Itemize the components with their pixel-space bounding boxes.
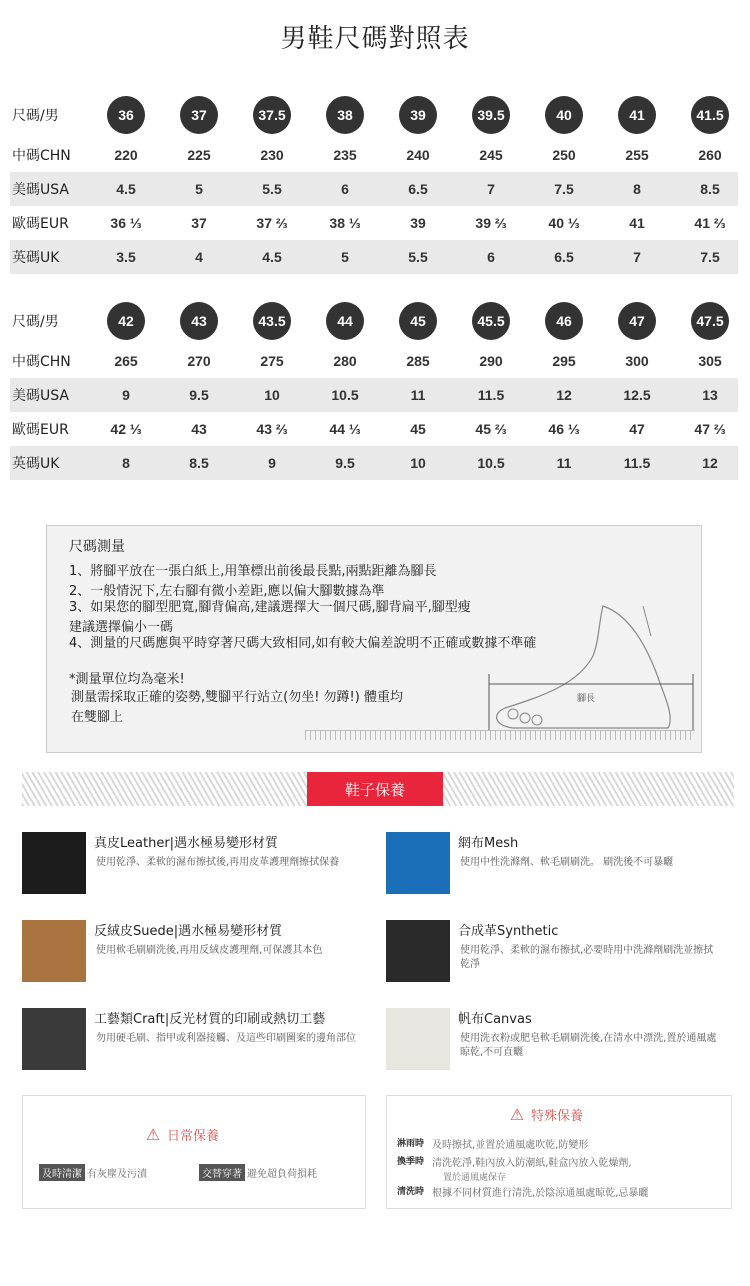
size-cell: 43 ⅔ [256,421,288,437]
row-label: 歐碼EUR [12,422,69,438]
foot-illustration [483,596,703,736]
size-badge: 46 [545,302,583,340]
row-label: 尺碼/男 [12,108,59,124]
size-cell: 230 [260,147,284,163]
measure-line: 3、如果您的腳型肥寬,腳背偏高,建議選擇大一個尺碼,腳背扁平,腳型瘦 [69,600,471,615]
size-row [10,92,738,138]
material-name: 工藝類Craft|反光材質的印刷或熱切工藝 [94,1012,326,1027]
size-cell: 250 [552,147,576,163]
size-cell: 11 [556,455,572,471]
material-swatch [22,832,86,894]
special-care-title: 特殊保養 [531,1108,584,1124]
row-label: 歐碼EUR [12,216,69,232]
size-cell: 47 [629,421,645,437]
size-cell: 9.5 [335,455,355,471]
material-swatch [386,920,450,982]
usa-row [10,172,738,206]
care-tag: 清洗時 [397,1187,425,1197]
size-cell: 285 [406,353,430,369]
size-cell: 295 [552,353,576,369]
size-cell: 43 [191,421,207,437]
size-cell: 275 [260,353,284,369]
size-badge: 36 [107,96,145,134]
size-badge: 43 [180,302,218,340]
size-cell: 37 ⅔ [256,215,288,231]
material-name: 帆布Canvas [458,1012,532,1027]
size-badge: 45 [399,302,437,340]
size-cell: 270 [187,353,211,369]
size-cell: 6.5 [408,181,428,197]
care-tag: 換季時 [397,1157,425,1167]
size-cell: 4.5 [262,249,282,265]
size-cell: 8.5 [189,455,209,471]
measure-title: 尺碼測量 [69,539,125,555]
size-cell: 45 [410,421,426,437]
size-cell: 280 [333,353,357,369]
size-cell: 8 [122,455,130,471]
material-swatch [22,1008,86,1070]
size-cell: 7.5 [700,249,720,265]
size-cell: 11.5 [623,455,651,471]
measure-line: 2、一般情況下,左右腳有微小差距,應以偏大腳數據為準 [69,584,385,599]
size-cell: 9 [268,455,276,471]
size-cell: 12 [556,387,572,403]
row-label: 美碼USA [12,182,69,198]
measure-line: 在雙腳上 [71,710,124,725]
size-cell: 300 [625,353,649,369]
size-badge: 43.5 [253,302,291,340]
size-cell: 3.5 [116,249,136,265]
size-cell: 10 [410,455,426,471]
warning-icon: ⚠ [509,1104,525,1124]
size-cell: 220 [114,147,138,163]
size-cell: 5 [195,181,203,197]
size-cell: 260 [698,147,722,163]
size-badge: 37 [180,96,218,134]
size-cell: 36 ⅓ [110,215,142,231]
row-label: 尺碼/男 [12,314,59,330]
material-desc: 使用中性洗滌劑、軟毛刷刷洗。 刷洗後不可暴曬 [460,857,674,868]
usa-row [10,378,738,412]
size-cell: 4 [195,249,203,265]
care-text: 清洗乾淨,鞋內放入防潮紙,鞋盒內放入乾燥劑, [432,1158,632,1169]
care-tag: 交替穿著 [199,1164,245,1181]
chn-row [10,344,738,378]
material-item [22,920,362,990]
size-badge: 41 [618,96,656,134]
care-tag: 淋雨時 [397,1139,425,1149]
row-label: 中碼CHN [12,354,71,370]
size-cell: 5.5 [408,249,428,265]
size-cell: 37 [191,215,207,231]
size-cell: 12 [702,455,718,471]
size-cell: 235 [333,147,357,163]
ruler [305,730,695,740]
material-desc: 勿用硬毛刷、指甲或利器接觸、及這些印刷圖案的邊角部位 [96,1033,356,1044]
care-text: 有灰塵及污漬 [87,1169,147,1180]
size-row [10,298,738,344]
size-cell: 13 [702,387,718,403]
row-label: 英碼UK [12,250,60,266]
row-label: 美碼USA [12,388,69,404]
material-name: 反絨皮Suede|遇水極易變形材質 [94,924,283,939]
size-cell: 290 [479,353,503,369]
warning-icon: ⚠ [145,1124,161,1144]
material-desc: 使用洗衣粉或肥皂軟毛刷刷洗後,在清水中漂洗,置於通風處晾乾,不可直曬 [460,1033,717,1058]
material-item [386,832,726,902]
size-badge: 44 [326,302,364,340]
material-item [386,920,726,990]
size-badge: 42 [107,302,145,340]
size-cell: 39 [410,215,426,231]
page-title: 男鞋尺碼對照表 [280,24,470,54]
material-name: 網布Mesh [458,836,519,851]
uk-row [10,240,738,274]
size-cell: 42 ⅓ [110,421,142,437]
row-label: 英碼UK [12,456,60,472]
care-text: 根據不同材質進行清洗,於陰涼通風處晾乾,忌暴曬 [432,1188,649,1199]
daily-care-title: 日常保養 [167,1128,220,1144]
material-swatch [386,832,450,894]
measurement-panel [46,525,702,753]
measure-line: 測量需採取正確的姿勢,雙腳平行站立(勿坐! 勿蹲!) 體重均 [71,690,403,705]
size-cell: 6.5 [554,249,574,265]
material-name: 真皮Leather|遇水極易變形材質 [94,836,279,851]
material-item [386,1008,726,1078]
material-swatch [22,920,86,982]
size-cell: 12.5 [623,387,651,403]
size-cell: 255 [625,147,649,163]
size-cell: 38 ⅓ [329,215,361,231]
size-badge: 45.5 [472,302,510,340]
size-cell: 45 ⅔ [475,421,507,437]
size-cell: 305 [698,353,722,369]
care-text: 及時擦拭,並置於通風處吹乾,防變形 [432,1140,589,1151]
size-cell: 5 [341,249,349,265]
size-cell: 5.5 [262,181,282,197]
row-label: 中碼CHN [12,148,71,164]
size-cell: 44 ⅓ [329,421,361,437]
size-cell: 10.5 [477,455,505,471]
size-cell: 7 [487,181,495,197]
size-cell: 46 ⅓ [548,421,580,437]
size-badge: 39.5 [472,96,510,134]
size-cell: 6 [341,181,349,197]
material-name: 合成革Synthetic [458,924,559,939]
uk-row [10,446,738,480]
size-cell: 11.5 [477,387,505,403]
material-swatch [386,1008,450,1070]
size-cell: 8.5 [700,181,720,197]
foot-length-label: 腳長 [577,694,596,704]
material-desc: 使用乾淨、柔軟的濕布擦拭後,再用皮革護理劑擦拭保養 [96,857,340,868]
size-cell: 10 [264,387,280,403]
size-table [10,298,738,480]
care-tag: 及時清潔 [39,1164,85,1181]
measure-line: 4、測量的尺碼應與平時穿著尺碼大致相同,如有較大偏差說明不正確或數據不準確 [69,636,537,651]
measure-line: 1、將腳平放在一張白紙上,用筆標出前後最長點,兩點距離為腳長 [69,564,437,579]
size-cell: 11 [410,387,426,403]
material-item [22,1008,362,1078]
size-badge: 38 [326,96,364,134]
daily-care-box [22,1095,366,1209]
size-cell: 41 [629,215,645,231]
material-item [22,832,362,902]
size-cell: 39 ⅔ [475,215,507,231]
size-cell: 265 [114,353,138,369]
measure-line: 建議選擇偏小一碼 [69,620,174,635]
size-badge: 41.5 [691,96,729,134]
size-cell: 10.5 [331,387,359,403]
size-badge: 39 [399,96,437,134]
measure-line: *測量單位均為毫米! [69,672,185,687]
size-cell: 4.5 [116,181,136,197]
size-cell: 47 ⅔ [694,421,726,437]
care-text: 避免超負荷損耗 [247,1169,317,1180]
care-section-title: 鞋子保養 [307,772,443,806]
size-cell: 9 [122,387,130,403]
size-cell: 240 [406,147,430,163]
chn-row [10,138,738,172]
size-cell: 7 [633,249,641,265]
size-badge: 47 [618,302,656,340]
special-care-box [386,1095,732,1209]
size-table [10,92,738,274]
size-cell: 9.5 [189,387,209,403]
size-cell: 245 [479,147,503,163]
size-cell: 6 [487,249,495,265]
size-badge: 47.5 [691,302,729,340]
material-desc: 使用乾淨、柔軟的濕布擦拭,必要時用中洗滌劑刷洗並擦拭乾淨 [460,945,714,970]
eur-row [10,206,738,240]
size-cell: 225 [187,147,211,163]
size-badge: 40 [545,96,583,134]
care-note: 置於通風處保存 [443,1173,507,1183]
size-cell: 40 ⅓ [548,215,580,231]
eur-row [10,412,738,446]
size-cell: 8 [633,181,641,197]
size-badge: 37.5 [253,96,291,134]
size-cell: 41 ⅔ [694,215,726,231]
material-desc: 使用軟毛刷刷洗後,再用反絨皮護理劑,可保護其本色 [96,945,323,956]
size-cell: 7.5 [554,181,574,197]
